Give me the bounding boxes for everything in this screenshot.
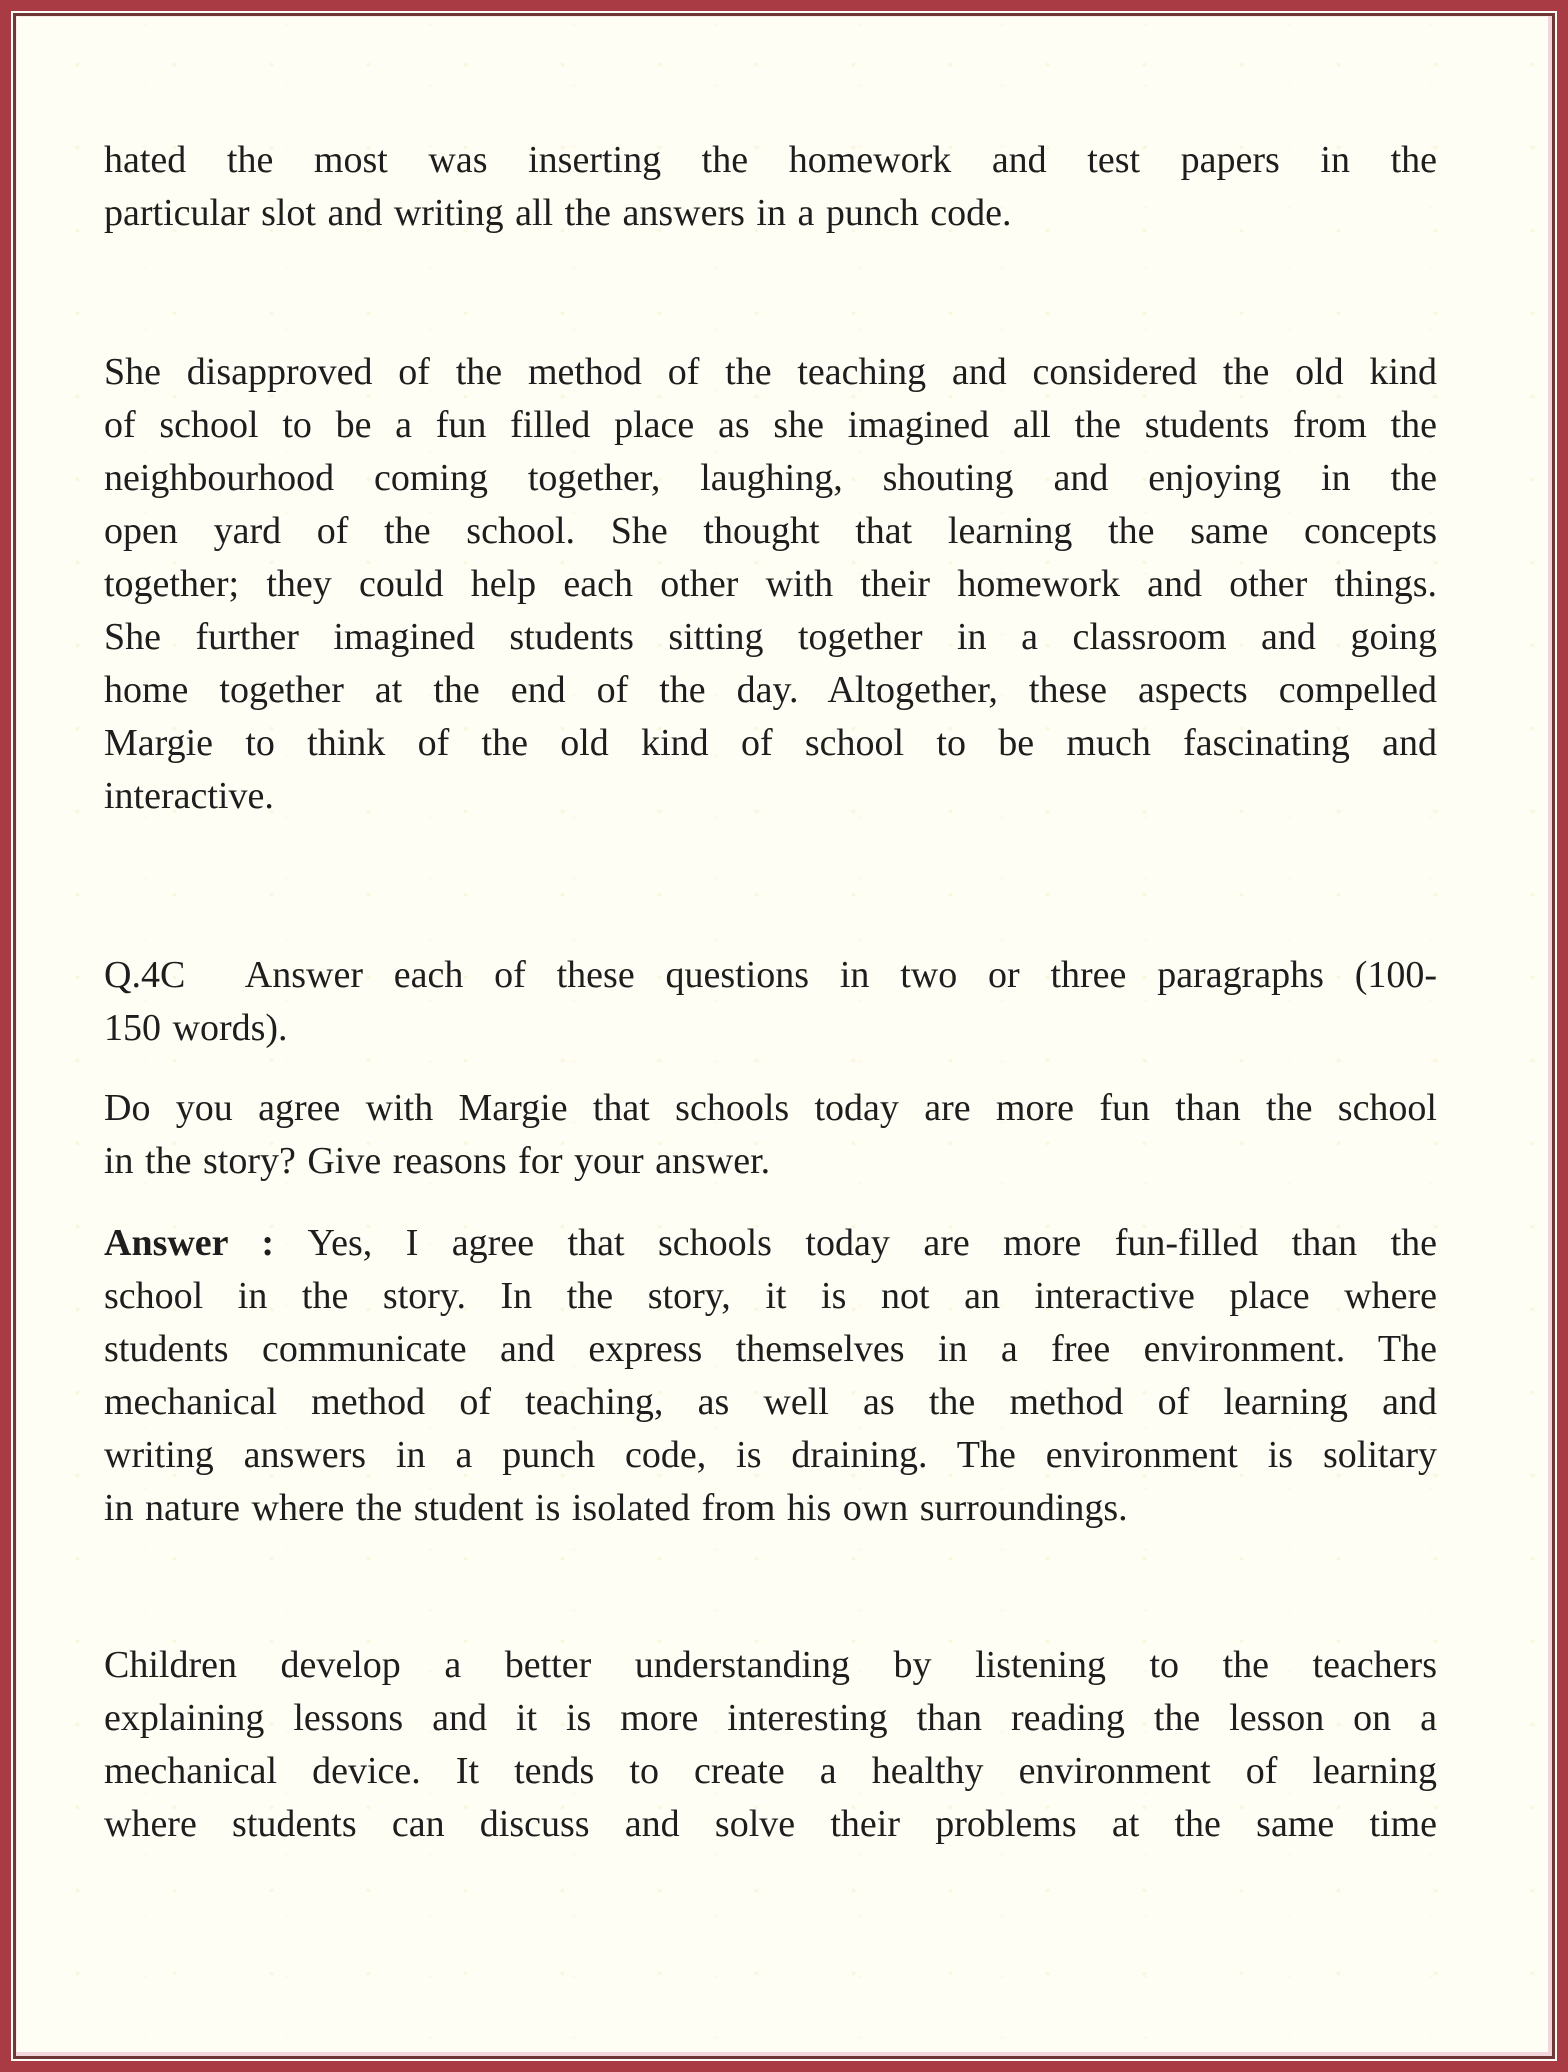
text-line: students communicate and express themselves in a free environment. The [104, 1328, 1437, 1370]
text-line: of school to be a fun filled place as she imagined all the students from the [104, 404, 1437, 446]
text-line: where students can discuss and solve their problems at the same time [104, 1803, 1437, 1845]
paragraph-children-learning [104, 1639, 1437, 1851]
text-line: particular slot and writing all the answers in a punch code. [104, 192, 1012, 234]
text-line: Children develop a better understanding by listening to the teachers [104, 1644, 1437, 1686]
text-line: school in the story. In the story, it is not an interactive place where [104, 1275, 1437, 1317]
text-line: Do you agree with Margie that schools today are more fun than the school [104, 1087, 1437, 1129]
text-line: interactive. [104, 775, 274, 817]
paragraph-margie-imagination [104, 346, 1437, 823]
answer-label: Answer : [104, 1222, 308, 1264]
text-line: Q.4C Answer each of these questions in two or three paragraphs (100- [104, 954, 1437, 996]
answer-paragraph [104, 1217, 1437, 1535]
question-text [104, 1082, 1437, 1188]
text-line: open yard of the school. She thought that learning the same concepts [104, 510, 1437, 552]
text-line: writing answers in a punch code, is draining. The environment is solitary [104, 1434, 1437, 1476]
question-heading-q4c [104, 949, 1437, 1055]
text-line: in nature where the student is isolated from his own surroundings. [104, 1487, 1128, 1529]
text-line: mechanical device. It tends to create a healthy environment of learning [104, 1750, 1437, 1792]
text-line: together; they could help each other with their homework and other things. [104, 563, 1437, 605]
document-page [13, 13, 1555, 2059]
text-line: Margie to think of the old kind of school to be much fascinating and [104, 722, 1437, 764]
text-line: in the story? Give reasons for your answer. [104, 1140, 771, 1182]
text-line: hated the most was inserting the homework and test papers in the [104, 139, 1437, 181]
text-line: mechanical method of teaching, as well as the method of learning and [104, 1381, 1437, 1423]
text-line: neighbourhood coming together, laughing, shouting and enjoying in the [104, 457, 1437, 499]
text-line: She further imagined students sitting together in a classroom and going [104, 616, 1437, 658]
text-line: 150 words). [104, 1007, 288, 1049]
text-line: She disapproved of the method of the teaching and considered the old kind [104, 351, 1437, 393]
paragraph-story-continuation [104, 134, 1437, 240]
text-line: explaining lessons and it is more interesting than reading the lesson on a [104, 1697, 1437, 1739]
text-line: home together at the end of the day. Altogether, these aspects compelled [104, 669, 1437, 711]
text-line: Answer : Yes, I agree that schools today are more fun-filled than the [104, 1222, 1437, 1264]
